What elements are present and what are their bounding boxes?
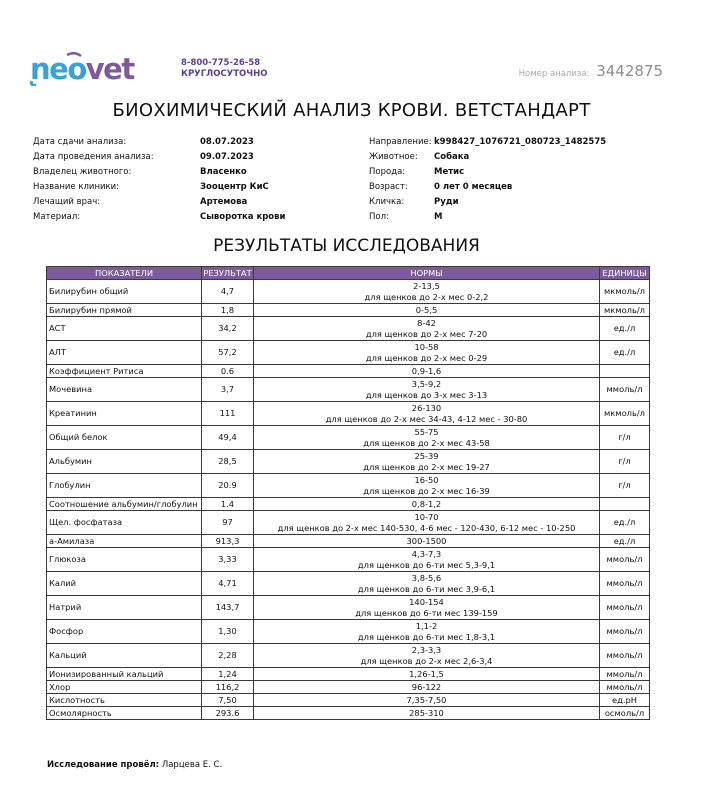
footer-analyst: Ларцева Е. С. xyxy=(161,760,223,770)
result-row xyxy=(47,694,650,707)
norm-note: для щенков до 2-х мес 16-39 xyxy=(363,485,490,496)
meta-value: Собака xyxy=(434,152,470,162)
result-row xyxy=(47,378,650,402)
norm-note: для щенков до 2-х мес 0-2,2 xyxy=(364,291,489,302)
result-row xyxy=(47,474,650,498)
unit-value: ед.pH xyxy=(600,694,650,707)
norm-range: 3,5-9,2 xyxy=(411,378,442,389)
result-row xyxy=(47,668,650,681)
meta-label: Лечащий врач: xyxy=(33,197,101,207)
meta-label: Направление: xyxy=(369,137,432,147)
meta-value: Артемова xyxy=(200,197,248,207)
result-value: 7,50 xyxy=(202,694,254,707)
indicator-name: Мочевина xyxy=(47,378,202,402)
norm-cell xyxy=(254,365,600,378)
meta-right xyxy=(369,135,606,225)
result-row xyxy=(47,426,650,450)
indicator-name: Кислотность xyxy=(47,694,202,707)
result-value: 1,30 xyxy=(202,620,254,644)
indicator-name: Билирубин прямой xyxy=(47,304,202,317)
norm-range: 0-5,5 xyxy=(415,304,438,315)
unit-value: осмоль/л xyxy=(600,707,650,720)
unit-value: ед./л xyxy=(600,317,650,341)
result-row xyxy=(47,304,650,317)
meta-label: Порода: xyxy=(369,167,406,177)
result-row xyxy=(47,644,650,668)
norm-cell xyxy=(254,280,600,304)
meta-value: Метис xyxy=(434,167,465,177)
norm-range: 0,8-1,2 xyxy=(411,498,442,509)
analysis-number xyxy=(519,62,663,80)
col-indicator: ПОКАЗАТЕЛИ xyxy=(47,267,202,280)
norm-range: 1,26-1,5 xyxy=(409,668,444,679)
norm-range: 140-154 xyxy=(409,596,444,607)
result-row xyxy=(47,498,650,511)
result-value: 2,28 xyxy=(202,644,254,668)
indicator-name: Хлор xyxy=(47,681,202,694)
indicator-name: Билирубин общий xyxy=(47,280,202,304)
norm-cell xyxy=(254,535,600,548)
meta-row xyxy=(369,210,606,225)
meta-label: Дата сдачи анализа: xyxy=(33,137,127,147)
result-value: 49,4 xyxy=(202,426,254,450)
meta-value: Сыворотка крови xyxy=(200,212,286,222)
document-title: БИОХИМИЧЕСКИЙ АНАЛИЗ КРОВИ. ВЕТСТАНДАРТ xyxy=(112,100,591,121)
neovet-logo xyxy=(30,52,152,86)
indicator-name: Соотношение альбумин/глобулин xyxy=(47,498,202,511)
norm-cell xyxy=(254,511,600,535)
indicator-name: АСТ xyxy=(47,317,202,341)
norm-note: для щенков до 6-ти мес 3,9-6,1 xyxy=(357,583,496,594)
result-value: 1,24 xyxy=(202,668,254,681)
result-value: 1,8 xyxy=(202,304,254,317)
norm-note: для щенков до 2-х мес 19-27 xyxy=(363,461,490,472)
indicator-name: АЛТ xyxy=(47,341,202,365)
norm-cell xyxy=(254,378,600,402)
unit-value: ммоль/л xyxy=(600,620,650,644)
unit-value: г/л xyxy=(600,450,650,474)
norm-range: 55-75 xyxy=(414,426,439,437)
indicator-name: Осмолярность xyxy=(47,707,202,720)
meta-value: Власенко xyxy=(200,167,247,177)
norm-range: 10-58 xyxy=(414,341,439,352)
meta-left xyxy=(33,135,286,225)
norm-cell xyxy=(254,426,600,450)
result-value: 3,7 xyxy=(202,378,254,402)
result-row xyxy=(47,572,650,596)
norm-cell xyxy=(254,707,600,720)
norm-range: 26-130 xyxy=(411,402,442,413)
result-row xyxy=(47,535,650,548)
result-value: 4,71 xyxy=(202,572,254,596)
result-row xyxy=(47,365,650,378)
norm-cell xyxy=(254,498,600,511)
norm-range: 2,3-3,3 xyxy=(411,644,442,655)
unit-value: ммоль/л xyxy=(600,378,650,402)
indicator-name: Общий белок xyxy=(47,426,202,450)
meta-value: k998427_1076721_080723_1482575 xyxy=(434,137,607,147)
meta-row xyxy=(369,150,606,165)
result-row xyxy=(47,620,650,644)
norm-range: 285-310 xyxy=(409,707,444,718)
result-value: 4,7 xyxy=(202,280,254,304)
norm-range: 16-50 xyxy=(414,474,439,485)
meta-row xyxy=(369,195,606,210)
meta-row xyxy=(33,180,286,195)
meta-row xyxy=(369,165,606,180)
result-row xyxy=(47,548,650,572)
unit-value xyxy=(600,498,650,511)
meta-row xyxy=(33,135,286,150)
result-value: 143,7 xyxy=(202,596,254,620)
norm-cell xyxy=(254,402,600,426)
norm-cell xyxy=(254,341,600,365)
unit-value: ммоль/л xyxy=(600,596,650,620)
result-value: 34,2 xyxy=(202,317,254,341)
unit-value: ммоль/л xyxy=(600,668,650,681)
meta-row xyxy=(33,150,286,165)
unit-value: ед./л xyxy=(600,341,650,365)
result-value: 111 xyxy=(202,402,254,426)
result-value: 97 xyxy=(202,511,254,535)
result-row xyxy=(47,317,650,341)
norm-range: 8-42 xyxy=(417,317,436,328)
result-value: 1.4 xyxy=(202,498,254,511)
unit-value: мкмоль/л xyxy=(600,280,650,304)
norm-note: для щенков до 3-х мес 3-13 xyxy=(365,389,488,400)
norm-cell xyxy=(254,474,600,498)
norm-range: 2-13,5 xyxy=(413,280,440,291)
result-row xyxy=(47,402,650,426)
norm-cell xyxy=(254,668,600,681)
meta-label: Дата проведения анализа: xyxy=(33,152,154,162)
meta-label: Кличка: xyxy=(369,197,405,207)
col-result: РЕЗУЛЬТАТ xyxy=(203,267,252,278)
indicator-name: Кальций xyxy=(47,644,202,668)
meta-row xyxy=(33,165,286,180)
norm-range: 25-39 xyxy=(414,450,439,461)
norm-range: 300-1500 xyxy=(406,535,447,546)
norm-note: для щенков до 2-х мес 43-58 xyxy=(363,437,490,448)
norm-note: для щенков до 6-ти мес 5,3-9,1 xyxy=(357,559,496,570)
norm-cell xyxy=(254,620,600,644)
norm-note: для щенков до 6-ти мес 139-159 xyxy=(355,607,498,618)
result-value: 28,5 xyxy=(202,450,254,474)
indicator-name: Глобулин xyxy=(47,474,202,498)
result-value: 913,3 xyxy=(202,535,254,548)
indicator-name: Глюкоза xyxy=(47,548,202,572)
col-units: ЕДИНИЦЫ xyxy=(600,267,650,280)
result-row xyxy=(47,707,650,720)
meta-row xyxy=(33,195,286,210)
meta-value: Зооцентр КиС xyxy=(200,182,269,192)
meta-label: Животное: xyxy=(369,152,418,162)
norm-cell xyxy=(254,572,600,596)
unit-value: мкмоль/л xyxy=(600,402,650,426)
unit-value xyxy=(600,365,650,378)
indicator-name: Креатинин xyxy=(47,402,202,426)
meta-label: Название клиники: xyxy=(33,182,120,192)
results-table xyxy=(46,266,650,720)
norm-range: 0,9-1,6 xyxy=(411,365,442,376)
norm-range: 7,35-7,50 xyxy=(406,694,447,705)
indicator-name: Коэффициент Ритиса xyxy=(47,365,202,378)
meta-value: Руди xyxy=(434,197,459,207)
result-value: 0.6 xyxy=(202,365,254,378)
meta-value: М xyxy=(434,212,443,222)
footer-label: Исследование провёл: xyxy=(47,760,160,770)
meta-label: Владелец животного: xyxy=(33,167,132,177)
unit-value: мкмоль/л xyxy=(600,304,650,317)
unit-value: ед./л xyxy=(600,535,650,548)
results-title: РЕЗУЛЬТАТЫ ИССЛЕДОВАНИЯ xyxy=(213,236,480,256)
norm-note: для щенков до 2-х мес 34-43, 4-12 мес - 30-80 xyxy=(325,413,528,424)
indicator-name: a-Амилаза xyxy=(47,535,202,548)
norm-range: 1,1-2 xyxy=(415,620,438,631)
norm-cell xyxy=(254,694,600,707)
analysis-number-label: Номер анализа: xyxy=(518,69,590,79)
result-row xyxy=(47,511,650,535)
meta-label: Возраст: xyxy=(369,182,408,192)
norm-range: 10-70 xyxy=(414,511,439,522)
norm-range: 3,8-5,6 xyxy=(411,572,442,583)
meta-label: Материал: xyxy=(33,212,81,222)
norm-cell xyxy=(254,317,600,341)
working-hours: КРУГЛОСУТОЧНО xyxy=(181,69,268,79)
norm-note: для щенков до 2-х мес 0-29 xyxy=(365,352,488,363)
indicator-name: Альбумин xyxy=(47,450,202,474)
norm-note: для щенков до 2-х мес 7-20 xyxy=(365,328,488,339)
indicator-name: Фосфор xyxy=(47,620,202,644)
phone-number[interactable]: 8-800-775-26-58 xyxy=(181,58,261,68)
norm-note: для щенков до 2-х мес 2,6-3,4 xyxy=(360,655,493,666)
unit-value: ммоль/л xyxy=(600,681,650,694)
norm-cell xyxy=(254,596,600,620)
indicator-name: Ионизированный кальций xyxy=(47,668,202,681)
unit-value: ммоль/л xyxy=(600,548,650,572)
meta-label: Пол: xyxy=(369,212,389,222)
result-value: 293.6 xyxy=(202,707,254,720)
unit-value: ммоль/л xyxy=(600,572,650,596)
col-norms: НОРМЫ xyxy=(254,267,600,280)
meta-row xyxy=(369,180,606,195)
clinic-contacts xyxy=(181,58,267,80)
result-value: 20.9 xyxy=(202,474,254,498)
norm-cell xyxy=(254,681,600,694)
result-row xyxy=(47,341,650,365)
results-header-row xyxy=(47,267,650,280)
meta-row xyxy=(33,210,286,225)
unit-value: ед./л xyxy=(600,511,650,535)
result-value: 57,2 xyxy=(202,341,254,365)
unit-value: г/л xyxy=(600,474,650,498)
indicator-name: Калий xyxy=(47,572,202,596)
meta-value: 0 лет 0 месяцев xyxy=(434,182,513,192)
norm-range: 4,3-7,3 xyxy=(411,548,442,559)
norm-note: для щенков до 2-х мес 140-530, 4-6 мес - 120-430, 6-12 мес - 10-250 xyxy=(277,522,576,533)
meta-row xyxy=(369,135,606,150)
norm-range: 96-122 xyxy=(411,681,442,692)
result-row xyxy=(47,280,650,304)
result-row xyxy=(47,450,650,474)
svg-text:neovet: neovet xyxy=(30,52,134,86)
footer xyxy=(47,760,222,770)
norm-note: для щенков до 6-ти мес 1,8-3,1 xyxy=(357,631,496,642)
norm-cell xyxy=(254,644,600,668)
meta-value: 08.07.2023 xyxy=(200,137,254,147)
unit-value: ммоль/л xyxy=(600,644,650,668)
norm-cell xyxy=(254,548,600,572)
norm-cell xyxy=(254,304,600,317)
result-value: 3,33 xyxy=(202,548,254,572)
norm-cell xyxy=(254,450,600,474)
indicator-name: Натрий xyxy=(47,596,202,620)
indicator-name: Щел. фосфатаза xyxy=(47,511,202,535)
unit-value: г/л xyxy=(600,426,650,450)
result-row xyxy=(47,596,650,620)
result-value: 116,2 xyxy=(202,681,254,694)
result-row xyxy=(47,681,650,694)
meta-value: 09.07.2023 xyxy=(200,152,254,162)
analysis-number-value: 3442875 xyxy=(596,62,663,80)
